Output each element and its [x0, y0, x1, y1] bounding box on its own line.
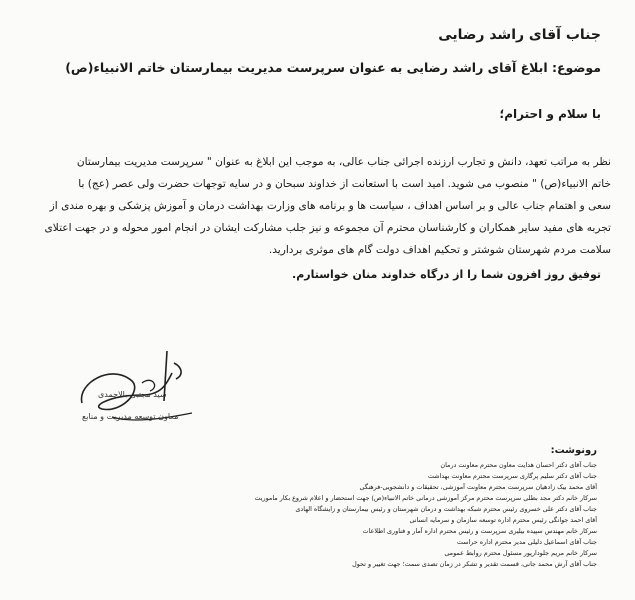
body-line: نظر به مراتب تعهد، دانش و تجارب ارزنده اجرائی جناب عالی، به موجب این ابلاغ به عنوان " سرپرست مدیریت بیمارستان — [76, 156, 611, 168]
cc-heading: رونوشت: — [550, 445, 597, 456]
letter-body — [21, 151, 611, 261]
cc-item: جناب آقای آرش محمد جانی، قسمت تقدیر و تشکر در زمان تصدی سمت؛ جهت تغییر و تحول — [352, 560, 597, 568]
cc-item: جناب آقای اسماعیل دلیلی مدیر محترم اداره حراست — [456, 538, 597, 546]
cc-list — [37, 460, 597, 570]
body-line: خاتم الانبیاء(ص) " منصوب می شوید. امید است با استعانت از خداوند سبحان و در سایه توجهات حضرت ولی عصر (عج) با — [78, 178, 611, 190]
cc-item: سرکار خانم دکتر مجد بطلی سرپرست محترم مرکز آموزشی درمانی خاتم الانبیاء(ص) جهت استحضار و اعلام شروع بکار ماموریت — [254, 494, 597, 502]
letter-subject: موضوع: ابلاغ آقای راشد رضایی به عنوان سرپرست مدیریت بیمارستان خاتم الانبیاء(ص) — [65, 60, 601, 75]
signatory-title: معاون توسعه مدیریت و منابع — [82, 412, 179, 421]
letter-addressee: جناب آقای راشد رضایی — [438, 27, 601, 43]
cc-item: آقای محمد بیک زادهیان سرپرست محترم معاونت آموزشی، تحقیقات و دانشجویی-فرهنگی — [359, 483, 597, 491]
cc-item: آقای احمد جوانگی رئیس محترم اداره توسعه سازمان و سرمایه انسانی — [409, 516, 597, 524]
letter-greeting: با سلام و احترام؛ — [499, 107, 601, 121]
cc-item: سرکار خانم مریم جلودارپور مسئول محترم روابط عمومی — [444, 549, 597, 557]
body-line: سلامت مردم شهرستان شوشتر و تحکیم اهداف دولت گام های موثری بردارید. — [268, 244, 611, 256]
cc-item: جناب آقای دکتر سلیم پرگاری سرپرست محترم معاونت بهداشت — [427, 472, 597, 480]
body-line: سعی و اهتمام جناب عالی و بر اساس اهداف ، سیاست ها و برنامه های وزارت بهداشت درمان و آموزش پزشکی و بهره مندی از — [49, 200, 611, 212]
body-line: تجربه های مفید سایر همکاران و کارشناسان محترم آن مجموعه و نیز جلب مشارکت ایشان در انجام امور محوله و در جهت اعتلای — [44, 222, 611, 234]
signatory-name: سید مجتبی بالاحمدی — [98, 390, 167, 399]
letter-closing: توفیق روز افزون شما را از درگاه خداوند منان خواستارم. — [292, 268, 601, 281]
cc-item: جناب آقای دکتر احسان هدایت معاون محترم معاونت درمان — [440, 461, 597, 469]
cc-item: جناب آقای دکتر علی خسروی رئیس محترم شبکه بهداشت و درمان شهرستان و رئیس بیمارستان و زایشگاه الهادی — [295, 505, 597, 513]
cc-item: سرکار خانم مهندس سپیده بیلیری سرپرست و رئیس محترم اداره آمار و فناوری اطلاعات — [362, 527, 597, 535]
